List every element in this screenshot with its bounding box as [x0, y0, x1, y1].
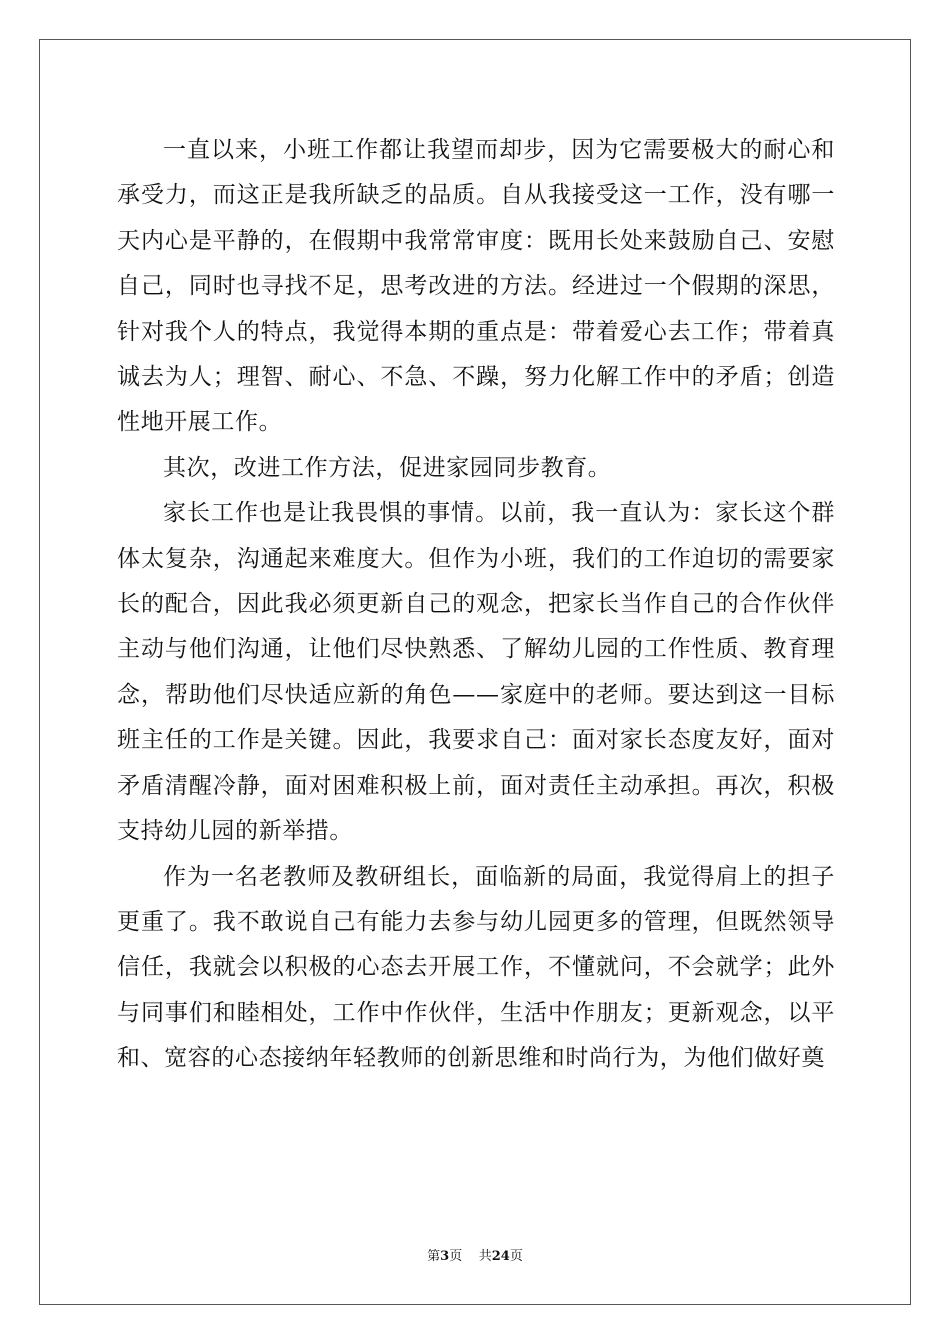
document-body — [117, 128, 835, 1082]
page-suffix: 页 — [449, 1249, 463, 1264]
paragraph-3: 家长工作也是让我畏惧的事情。以前，我一直认为：家长这个群体太复杂，沟通起来难度大。但作为小班，我们的工作迫切的需要家长的配合，因此我必须更新自己的观念，把家长当作自己的合作伙伴主动与他们沟通，让他们尽快熟悉、了解幼儿园的工作性质、教育理念，帮助他们尽快适应新的角色——家庭中的老师。要达到这一目标班主任的工作是关键。因此，我要求自己：面对家长态度友好，面对矛盾清醒冷静，面对困难积极上前，面对责任主动承担。再次，积极支持幼儿园的新举措。 — [117, 500, 835, 845]
total-prefix: 共 — [478, 1249, 492, 1264]
total-suffix: 页 — [509, 1249, 523, 1264]
paragraph-1: 一直以来，小班工作都让我望而却步，因为它需要极大的耐心和承受力，而这正是我所缺乏的品质。自从我接受这一工作，没有哪一天内心是平静的，在假期中我常常审度：既用长处来鼓励自己、安慰自己，同时也寻找不足，思考改进的方法。经进过一个假期的深思，针对我个人的特点，我觉得本期的重点是：带着爱心去工作；带着真诚去为人；理智、耐心、不急、不躁，努力化解工作中的矛盾；创造性地开展工作。 — [117, 137, 835, 436]
paragraph-2: 其次，改进工作方法，促进家园同步教育。 — [163, 454, 612, 481]
paragraph-4: 作为一名老教师及教研组长，面临新的局面，我觉得肩上的担子更重了。我不敢说自己有能力去参与幼儿园更多的管理，但既然领导信任，我就会以积极的心态去开展工作，不懂就问，不会就学；此外与同事们和睦相处，工作中作伙伴，生活中作朋友；更新观念，以平和、宽容的心态接纳年轻教师的创新思维和时尚行为，为他们做好奠 — [117, 863, 835, 1072]
page-number: 3 — [440, 1249, 450, 1264]
page-footer — [0, 1247, 950, 1267]
page-prefix: 第 — [427, 1249, 441, 1264]
total-pages: 24 — [491, 1249, 510, 1264]
